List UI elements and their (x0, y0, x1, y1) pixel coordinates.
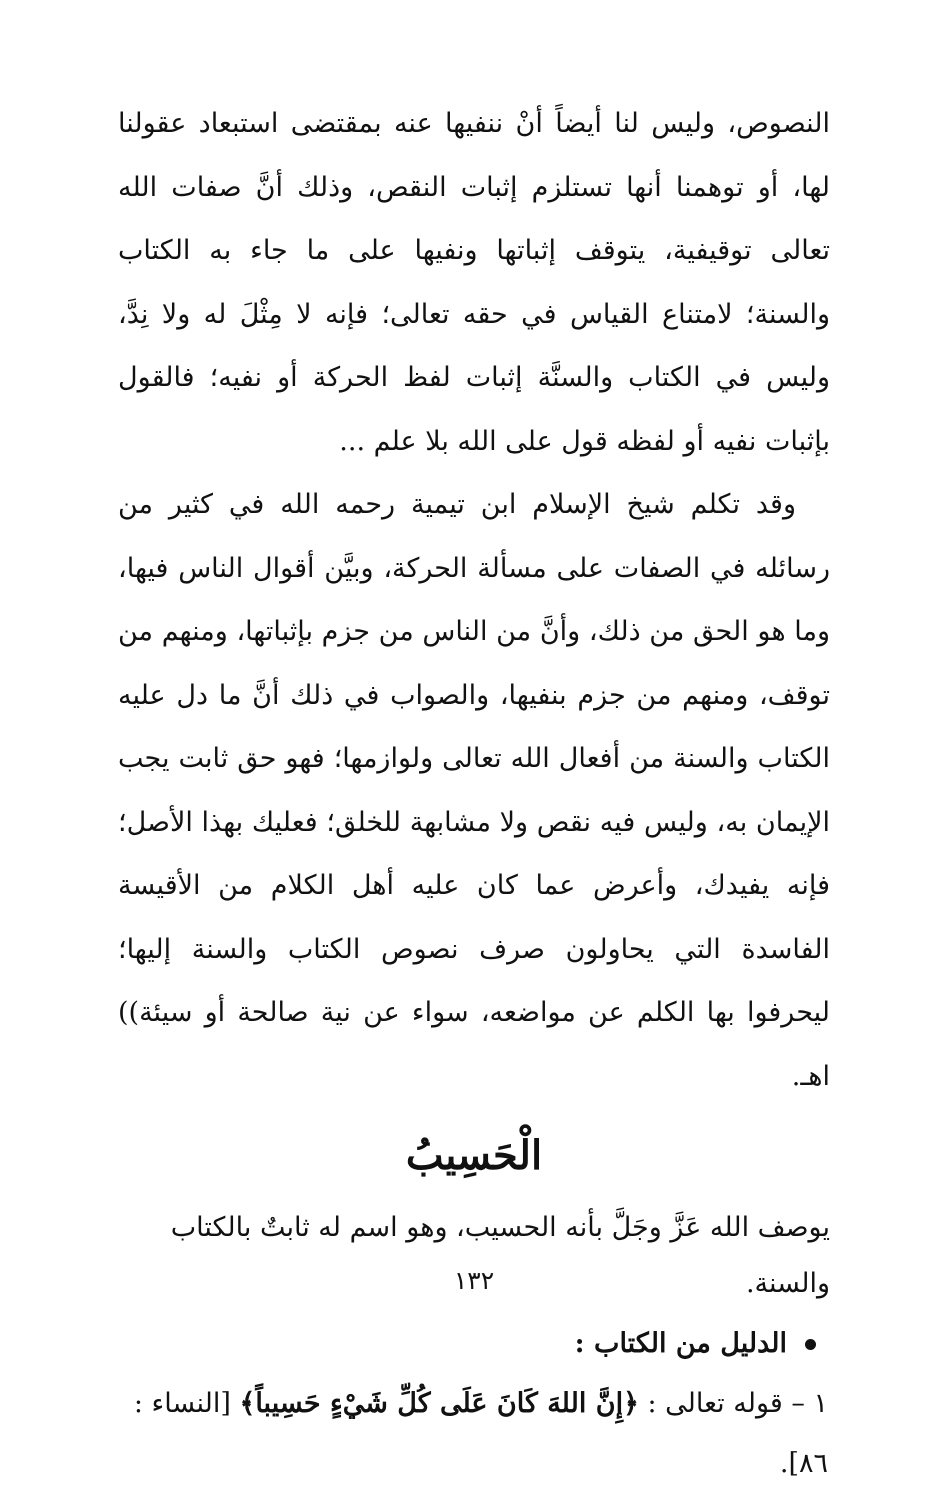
evidence-item-1 (118, 1374, 830, 1494)
body-paragraph-2: وقد تكلم شيخ الإسلام ابن تيمية رحمه الله في كثير من رسائله في الصفات على مسألة الحركة، وبيَّن أقوال الناس فيها، وما هو الحق من ذلك، وأنَّ من الناس من جزم بإثباتها، ومنهم من توقف، ومنهم من جزم بنفيها، والصواب في ذلك أنَّ ما دل عليه الكتاب والسنة من أفعال الله تعالى ولوازمها؛ فهو حق ثابت يجب الإيمان به، وليس فيه نقص ولا مشابهة للخلق؛ فعليك بهذا الأصل؛ فإنه يفيدك، وأعرض عما كان عليه أهل الكلام من الأقيسة الفاسدة التي يحاولون صرف نصوص الكتاب والسنة إليها؛ ليحرفوا بها الكلم عن مواضعه، سواء عن نية صالحة أو سيئة)) اهـ. (118, 489, 830, 1092)
verse-reference: [النساء : ٨٦]. (133, 1388, 828, 1479)
evidence-heading (118, 1316, 830, 1372)
evidence-item-prefix: ١ – قوله تعالى : (638, 1388, 828, 1419)
quran-verse: ﴿إِنَّ اللهَ كَانَ عَلَى كُلِّ شَيْءٍ حَسِيباً﴾ (239, 1388, 639, 1419)
bullet-icon (805, 1339, 816, 1350)
page-number: ١٣٢ (453, 1266, 495, 1295)
evidence-label: الدليل من الكتاب : (574, 1328, 787, 1359)
section-intro: يوصف الله عَزَّ وجَلَّ بأنه الحسيب، وهو اسم له ثابتٌ بالكتاب والسنة. (170, 1212, 830, 1299)
body-paragraph-1: النصوص، وليس لنا أيضاً أنْ ننفيها عنه بمقتضى استبعاد عقولنا لها، أو توهمنا أنها تستلزم إثبات النقص، وذلك أنَّ صفات الله تعالى توقيفية، يتوقف إثباتها ونفيها على ما جاء به الكتاب والسنة؛ لامتناع القياس في حقه تعالى؛ فإنه لا مِثْلَ له ولا نِدَّ، وليس في الكتاب والسنَّة إثبات لفظ الحركة أو نفيه؛ فالقول بإثبات نفيه أو لفظه قول على الله بلا علم ... (118, 108, 830, 457)
section-heading: الْحَسِيبُ (405, 1132, 543, 1179)
